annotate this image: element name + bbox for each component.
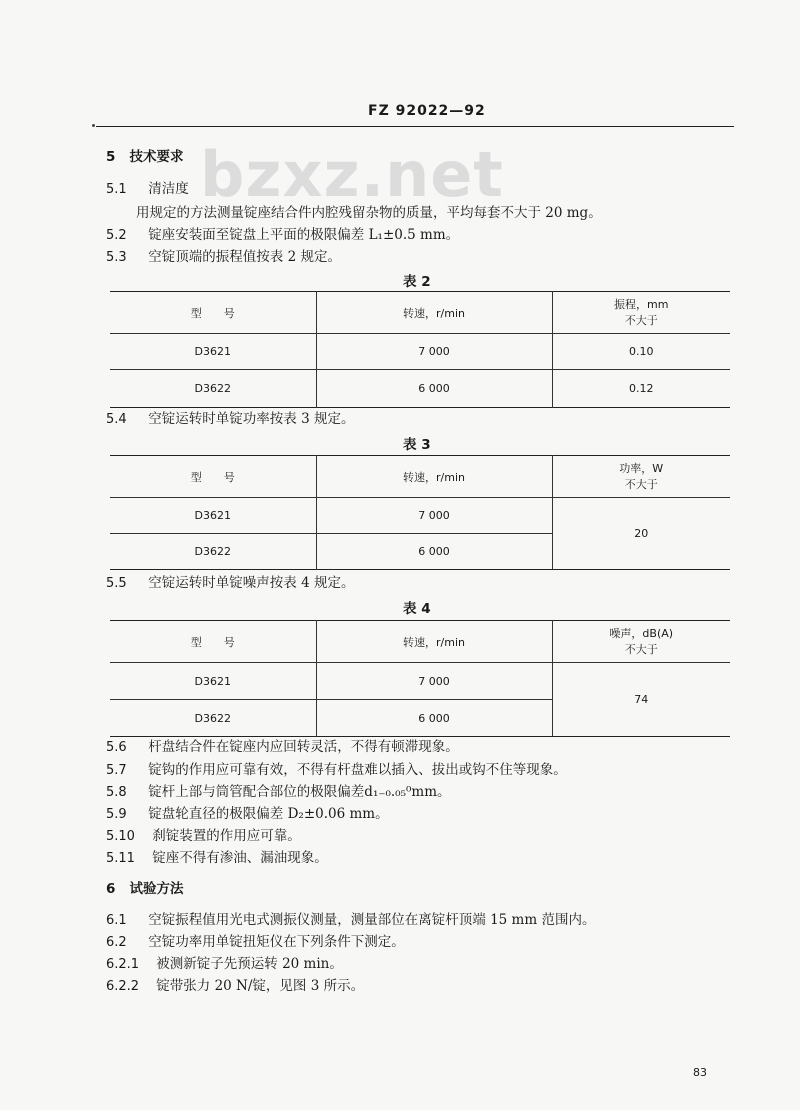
section-number: 5	[106, 149, 116, 165]
clause-number: 5.7	[106, 763, 127, 778]
clause-text: 空锭振程值用光电式测振仪测量，测量部位在离锭杆顶端 15 mm 范围内。	[148, 912, 596, 928]
cell-model: D3621	[194, 674, 231, 688]
section-title: 技术要求	[129, 149, 184, 165]
cell-model: D3622	[194, 382, 231, 395]
clause-number: 5.9	[106, 807, 127, 822]
scan-speck	[92, 124, 95, 127]
clause-5-1-body: 用规定的方法测量锭座结合件内腔残留杂物的质量，平均每套不大于 20 mg。	[136, 205, 602, 221]
header-line-2: 不大于	[624, 313, 658, 327]
clause-number: 5.2	[106, 228, 127, 243]
clause-5-1	[106, 180, 189, 199]
clause-text: 杆盘结合件在锭座内应回转灵活，不得有顿滞现象。	[148, 739, 459, 755]
clause-5-7	[106, 761, 567, 780]
clause-title: 清洁度	[148, 181, 189, 197]
clause-text: 锭盘轮直径的极限偏差 D₂±0.06 mm。	[148, 806, 389, 822]
clause-text: 空锭顶端的振程值按表 2 规定。	[148, 249, 341, 265]
cell-model: D3622	[194, 545, 231, 558]
table-row	[110, 498, 730, 534]
clause-number: 5.8	[106, 785, 127, 800]
clause-5-9	[106, 805, 389, 824]
table-2	[110, 291, 730, 408]
clause-text: 空锭运转时单锭噪声按表 4 规定。	[148, 575, 355, 591]
col-header-speed: 转速，r/min	[316, 292, 552, 334]
header-line-1: 功率，W	[619, 461, 664, 475]
col-header-amplitude	[552, 292, 730, 334]
clause-text: 锭座不得有渗油、漏油现象。	[152, 850, 328, 866]
clause-number: 6.2	[106, 935, 127, 950]
clause-6-2-2	[106, 977, 364, 996]
table-4-title: 表 4	[403, 601, 431, 617]
clause-text: 刹锭装置的作用应可靠。	[152, 828, 301, 844]
clause-text: 锭座安装面至锭盘上平面的极限偏差 L₁±0.5 mm。	[148, 227, 460, 243]
col-header-speed: 转速，r/min	[316, 621, 552, 663]
clause-number: 5.1	[106, 182, 127, 197]
clause-6-2-1	[106, 955, 343, 974]
table-2-title: 表 2	[403, 274, 431, 290]
clause-6-1	[106, 911, 595, 930]
clause-text: 被测新锭子先预运转 20 min。	[156, 956, 343, 972]
clause-5-11	[106, 849, 328, 868]
clause-number: 5.11	[106, 851, 135, 866]
col-header-model: 型 号	[190, 470, 235, 484]
clause-5-10	[106, 827, 301, 846]
page-number: 83	[693, 1066, 707, 1079]
standard-code: FZ 92022—92	[368, 103, 486, 119]
section-6-heading	[106, 880, 184, 898]
header-line-2: 不大于	[624, 642, 658, 656]
clause-5-8	[106, 783, 451, 802]
clause-number: 6.2.2	[106, 979, 140, 994]
section-5-heading	[106, 148, 184, 166]
header-line-1: 噪声，dB(A)	[609, 626, 674, 640]
clause-5-3	[106, 248, 341, 267]
col-header-noise	[552, 621, 730, 663]
cell-value: 0.12	[552, 370, 730, 408]
clause-5-2	[106, 226, 459, 245]
cell-merged-value: 74	[552, 663, 730, 737]
table-row	[110, 663, 730, 700]
watermark: bzxz.net	[200, 138, 504, 211]
col-header-model: 型 号	[190, 306, 235, 320]
cell-speed: 7 000	[316, 498, 552, 534]
clause-text: 空锭功率用单锭扭矩仪在下列条件下测定。	[148, 934, 405, 950]
table-row	[110, 334, 730, 370]
cell-merged-value: 20	[552, 498, 730, 570]
clause-text: 空锭运转时单锭功率按表 3 规定。	[148, 411, 355, 427]
col-header-model: 型 号	[190, 635, 235, 649]
clause-number: 5.6	[106, 740, 127, 755]
cell-speed: 6 000	[316, 700, 552, 737]
clause-text: 锭带张力 20 N/锭，见图 3 所示。	[156, 978, 365, 994]
cell-speed: 7 000	[316, 334, 552, 370]
col-header-power	[552, 456, 730, 498]
section-number: 6	[106, 881, 116, 897]
cell-model: D3621	[194, 345, 231, 358]
cell-value: 0.10	[552, 334, 730, 370]
table-3-title: 表 3	[403, 437, 431, 453]
clause-number: 6.1	[106, 913, 127, 928]
table-row	[110, 370, 730, 408]
cell-model: D3622	[194, 711, 231, 725]
clause-6-2	[106, 933, 405, 952]
cell-speed: 6 000	[316, 370, 552, 408]
cell-model: D3621	[194, 509, 231, 522]
clause-number: 5.4	[106, 412, 127, 427]
header-rule	[96, 126, 734, 127]
clause-number: 5.10	[106, 829, 135, 844]
section-title: 试验方法	[129, 881, 184, 897]
table-3	[110, 455, 730, 570]
col-header-speed: 转速，r/min	[316, 456, 552, 498]
clause-5-5	[106, 574, 354, 593]
header-line-2: 不大于	[624, 477, 658, 491]
header-line-1: 振程，mm	[614, 297, 669, 311]
clause-5-6	[106, 738, 459, 757]
clause-number: 6.2.1	[106, 957, 140, 972]
clause-text: 锭钩的作用应可靠有效，不得有杆盘难以插入、拔出或钩不住等现象。	[148, 762, 567, 778]
cell-speed: 6 000	[316, 534, 552, 570]
cell-speed: 7 000	[316, 663, 552, 700]
table-4	[110, 620, 730, 737]
clause-text: 锭杆上部与筒管配合部位的极限偏差d₁₋₀.₀₅⁰mm。	[148, 784, 451, 800]
clause-number: 5.5	[106, 576, 127, 591]
clause-5-4	[106, 410, 354, 429]
clause-number: 5.3	[106, 250, 127, 265]
